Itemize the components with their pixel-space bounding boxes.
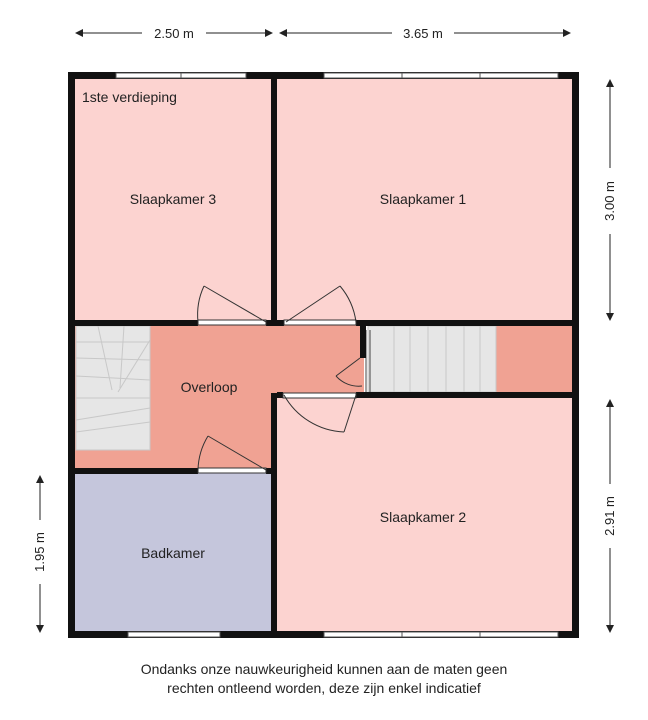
- label-slaapkamer1: Slaapkamer 1: [379, 191, 467, 207]
- stairs-straight: [368, 326, 496, 392]
- label-slaapkamer3: Slaapkamer 3: [129, 191, 217, 207]
- dim-top-right-label: 3.65 m: [403, 26, 443, 41]
- dim-right-top-label: 3.00 m: [602, 181, 617, 221]
- stairs-winding: [76, 326, 150, 450]
- dim-right-bottom-label: 2.91 m: [602, 496, 617, 536]
- label-slaapkamer2: Slaapkamer 2: [379, 509, 467, 525]
- disclaimer-line-2: rechten ontleend worden, deze zijn enkel indicatief: [167, 680, 481, 696]
- dim-top-left-label: 2.50 m: [154, 26, 194, 41]
- label-overloop: Overloop: [180, 379, 238, 395]
- floor-label: 1ste verdieping: [82, 89, 177, 105]
- disclaimer: [0, 660, 648, 698]
- dim-left-bottom-label: 1.95 m: [32, 532, 47, 572]
- label-badkamer: Badkamer: [141, 545, 205, 561]
- disclaimer-line-1: Ondanks onze nauwkeurigheid kunnen aan de maten geen: [140, 661, 508, 677]
